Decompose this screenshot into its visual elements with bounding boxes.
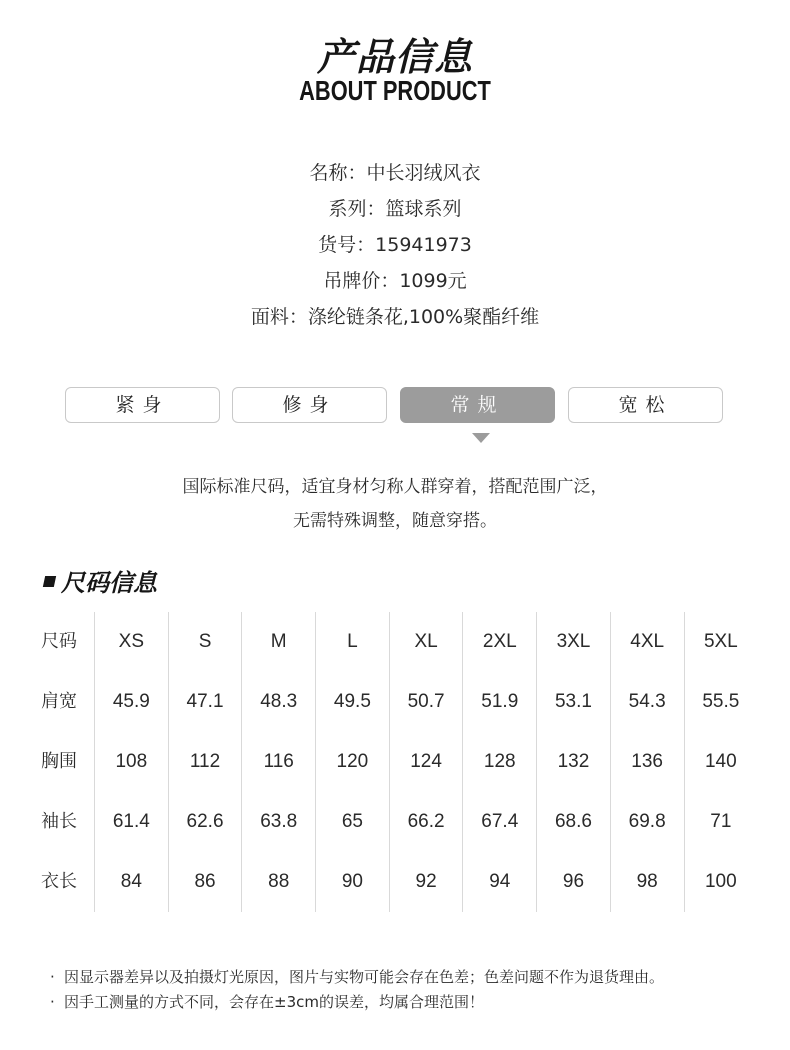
row-label: 袖长: [41, 811, 77, 832]
table-cell: 66.2: [389, 792, 463, 852]
size-section-header: [44, 562, 157, 598]
table-row: [30, 672, 760, 732]
table-cell: 92: [389, 852, 463, 912]
table-cell: 62.6: [168, 792, 242, 852]
table-row: [30, 792, 760, 852]
table-cell: 84: [94, 852, 168, 912]
table-cell: 128: [462, 732, 536, 792]
table-cell: 49.5: [315, 672, 389, 732]
table-cell: 61.4: [94, 792, 168, 852]
table-cell: 112: [168, 732, 242, 792]
table-cell: 54.3: [610, 672, 684, 732]
fit-description-line: 国际标准尺码，适宜身材匀称人群穿着，搭配范围广泛，: [182, 477, 608, 497]
bullet-icon: ·: [50, 993, 55, 1011]
table-cell: 120: [315, 732, 389, 792]
table-cell: 67.4: [462, 792, 536, 852]
table-cell: 136: [610, 732, 684, 792]
table-cell: S: [168, 612, 242, 672]
table-cell: 96: [536, 852, 610, 912]
table-cell: 3XL: [536, 612, 610, 672]
table-cell: 140: [684, 732, 758, 792]
table-cell: 94: [462, 852, 536, 912]
bullet-icon: ·: [50, 968, 55, 986]
table-cell: 88: [241, 852, 315, 912]
table-cell: 4XL: [610, 612, 684, 672]
table-cell: 45.9: [94, 672, 168, 732]
table-cell: 108: [94, 732, 168, 792]
table-cell: 53.1: [536, 672, 610, 732]
table-cell: 69.8: [610, 792, 684, 852]
fit-option-slim[interactable]: 修身: [232, 387, 387, 423]
table-header-row: [30, 612, 760, 672]
table-cell: 86: [168, 852, 242, 912]
table-cell: 65: [315, 792, 389, 852]
table-cell: 116: [241, 732, 315, 792]
note-text: 因手工测量的方式不同，会存在±3cm的误差，均属合理范围！: [64, 993, 484, 1011]
table-cell: M: [241, 612, 315, 672]
product-price: 吊牌价：1099元: [323, 270, 467, 292]
product-name: 名称：中长羽绒风衣: [309, 162, 481, 184]
table-row: [30, 852, 760, 912]
size-section-title: 尺码信息: [61, 568, 157, 597]
product-sku: 货号：15941973: [318, 234, 472, 256]
table-cell: XL: [389, 612, 463, 672]
fit-description-line: 无需特殊调整，随意穿搭。: [293, 511, 497, 531]
section-square-icon: [43, 576, 56, 587]
fit-selector: [65, 387, 725, 423]
table-cell: 2XL: [462, 612, 536, 672]
table-cell: 50.7: [389, 672, 463, 732]
table-cell: 47.1: [168, 672, 242, 732]
row-label: 胸围: [41, 751, 77, 772]
table-row: [30, 732, 760, 792]
table-cell: 63.8: [241, 792, 315, 852]
page-title: 产品信息: [316, 35, 473, 79]
row-label: 衣长: [41, 871, 77, 892]
fit-option-loose[interactable]: 宽松: [568, 387, 723, 423]
product-info: [0, 155, 790, 335]
table-cell: 51.9: [462, 672, 536, 732]
fit-description: [0, 470, 790, 538]
fit-option-regular[interactable]: 常规: [400, 387, 555, 423]
note-item: [50, 990, 770, 1015]
product-fabric: 面料：涤纶链条花,100%聚酯纤维: [250, 306, 540, 328]
product-series: 系列：篮球系列: [328, 198, 462, 220]
table-cell: L: [315, 612, 389, 672]
table-cell: XS: [94, 612, 168, 672]
table-cell: 48.3: [241, 672, 315, 732]
table-cell: 100: [684, 852, 758, 912]
note-item: [50, 965, 770, 990]
size-table: [30, 612, 760, 912]
table-cell: 124: [389, 732, 463, 792]
note-text: 因显示器差异以及拍摄灯光原因，图片与实物可能会存在色差；色差问题不作为退货理由。: [64, 968, 665, 986]
table-cell: 90: [315, 852, 389, 912]
table-cell: 55.5: [684, 672, 758, 732]
selected-pointer-icon: [472, 433, 490, 443]
table-cell: 71: [684, 792, 758, 852]
table-cell: 68.6: [536, 792, 610, 852]
table-cell: 98: [610, 852, 684, 912]
fit-option-tight[interactable]: 紧身: [65, 387, 220, 423]
row-label: 肩宽: [41, 691, 77, 712]
table-cell: 5XL: [684, 612, 758, 672]
page-subtitle: ABOUT PRODUCT: [299, 75, 491, 106]
notes: [50, 965, 770, 1015]
table-cell: 132: [536, 732, 610, 792]
row-label: 尺码: [41, 631, 77, 652]
